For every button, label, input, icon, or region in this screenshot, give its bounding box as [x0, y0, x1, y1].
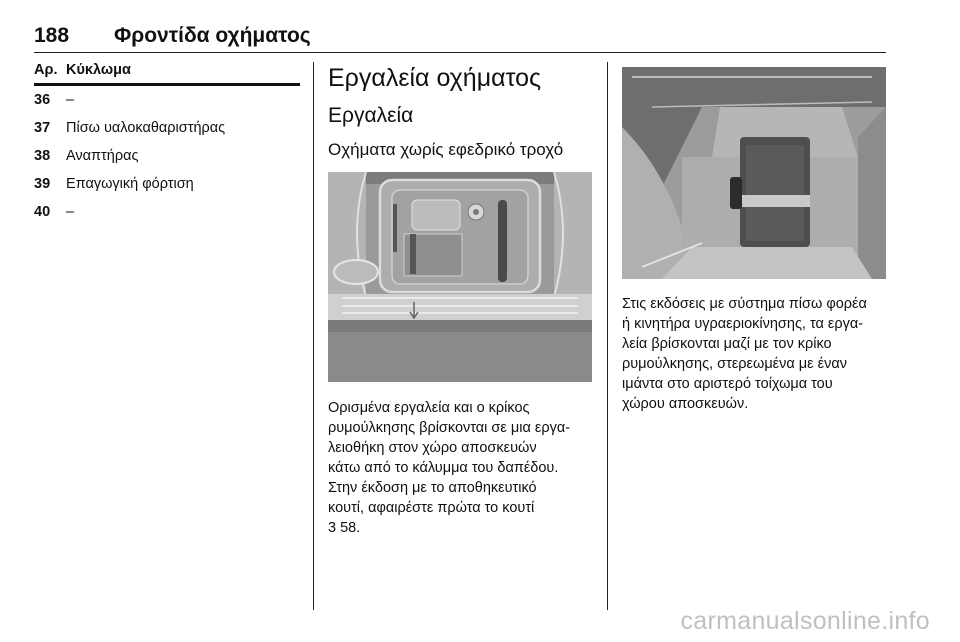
- page-title: Φροντίδα οχήματος: [114, 24, 311, 47]
- page-reference: [328, 518, 596, 538]
- watermark: carmanualsonline.info: [680, 607, 930, 635]
- page-header: [34, 22, 886, 53]
- section-subsubtitle: Οχήματα χωρίς εφεδρικό τροχό: [328, 140, 564, 159]
- paragraph-line: Στις εκδόσεις με σύστημα πίσω φορέα: [622, 296, 867, 312]
- reference-page[interactable]: 58.: [340, 520, 361, 536]
- paragraph-line: κάτω από το κάλυμμα του δαπέδου.: [328, 460, 559, 476]
- paragraph-line: ή κινητήρα υγραεριοκίνησης, τα εργα-: [622, 316, 864, 332]
- tool-compartment-image: [328, 172, 592, 382]
- row-number: 39: [34, 176, 51, 192]
- row-number: 40: [34, 204, 51, 220]
- row-number: 36: [34, 92, 51, 108]
- column-divider: [313, 62, 314, 610]
- column-divider: [607, 62, 608, 610]
- row-circuit: –: [66, 92, 75, 108]
- paragraph-line: Ορισμένα εργαλεία και ο κρίκος: [328, 400, 530, 416]
- row-number: 37: [34, 120, 51, 136]
- paragraph-line: λειοθήκη στον χώρο αποσκευών: [328, 440, 537, 456]
- paragraph-line: λεία βρίσκονται μαζί με τον κρίκο: [622, 336, 832, 352]
- tools-paragraph-1: [328, 398, 596, 538]
- row-circuit: Επαγωγική φόρτιση: [66, 176, 194, 192]
- table-header: [34, 62, 300, 86]
- fuse-table: [34, 62, 300, 226]
- row-circuit: –: [66, 204, 75, 220]
- table-row: [34, 114, 300, 142]
- paragraph-line: Στην έκδοση με το αποθηκευτικό: [328, 480, 537, 496]
- section-subtitle: Εργαλεία: [328, 104, 414, 127]
- paragraph-line: ιμάντα στο αριστερό τοίχωμα του: [622, 376, 833, 392]
- paragraph-line: κουτί, αφαιρέστε πρώτα το κουτί: [328, 500, 535, 516]
- table-row: [34, 198, 300, 226]
- row-circuit: Αναπτήρας: [66, 148, 139, 164]
- tools-paragraph-2: [622, 294, 892, 414]
- row-circuit: Πίσω υαλοκαθαριστήρας: [66, 120, 226, 136]
- paragraph-line: ρυμούλκησης, στερεωμένα με έναν: [622, 356, 847, 372]
- paragraph-line: χώρου αποσκευών.: [622, 396, 749, 412]
- paragraph-line: ρυμούλκησης βρίσκονται σε μια εργα-: [328, 420, 571, 436]
- tools-section: [328, 62, 592, 162]
- section-title: Εργαλεία οχήματος: [328, 64, 542, 92]
- row-number: 38: [34, 148, 51, 164]
- table-row: [34, 142, 300, 170]
- table-row: [34, 170, 300, 198]
- arrow-reference-icon: 3: [328, 520, 337, 536]
- col-number-header: Αρ.: [34, 62, 58, 78]
- trunk-toolkit-image: [622, 67, 886, 279]
- table-row: [34, 86, 300, 114]
- col-circuit-header: Κύκλωμα: [66, 62, 131, 78]
- page-number: 188: [34, 24, 70, 47]
